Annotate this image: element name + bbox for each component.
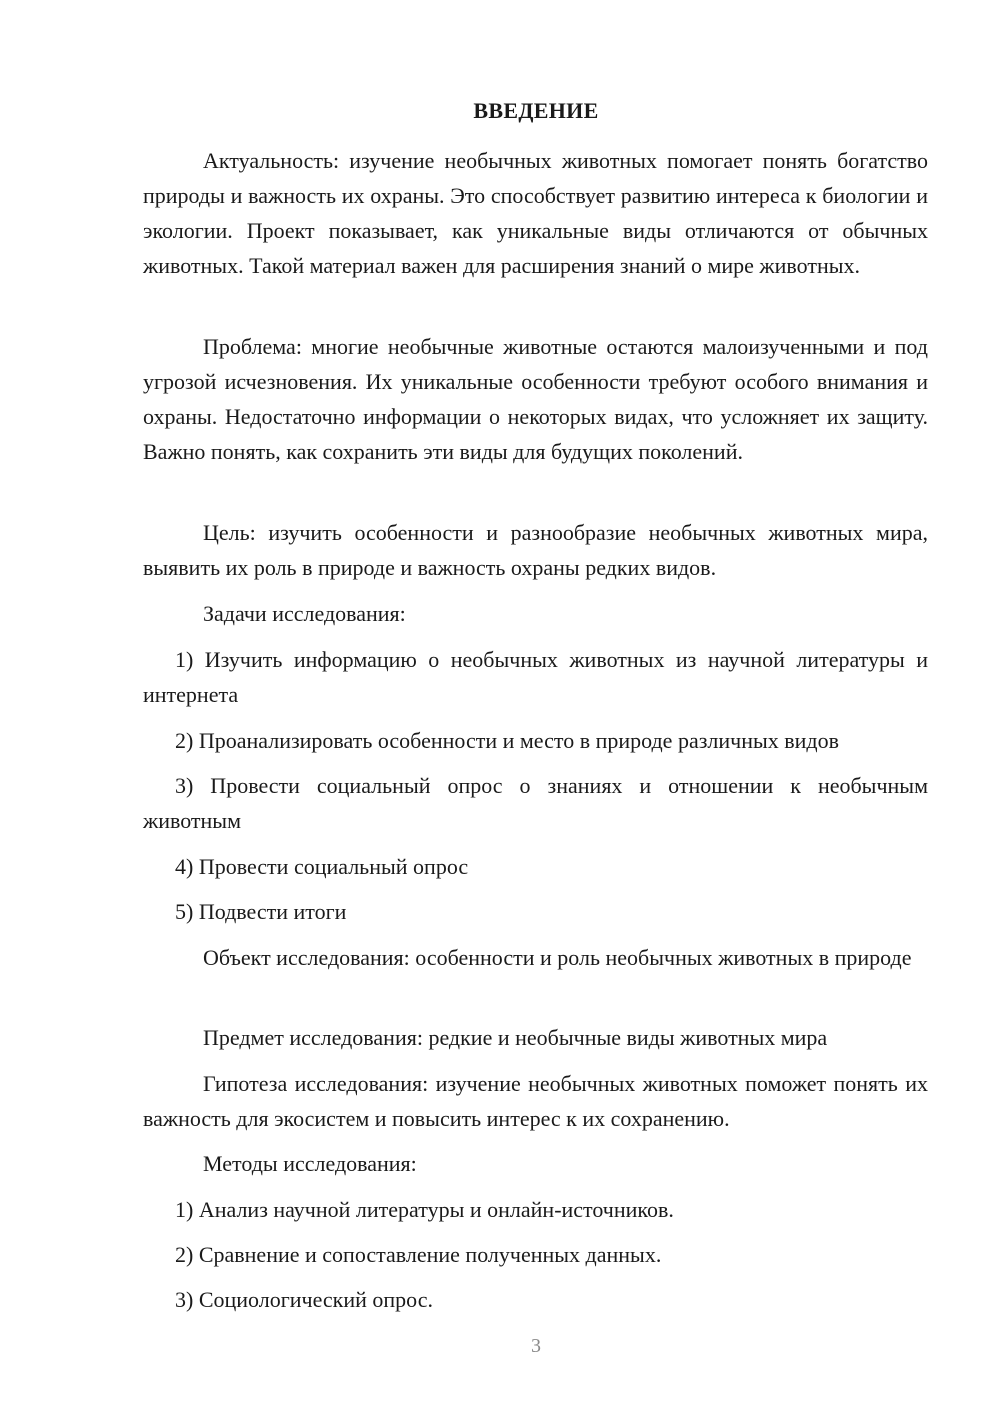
task-item: 2) Проанализировать особенности и место в природе различных видов <box>175 728 840 753</box>
task-item: 5) Подвести итоги <box>175 899 347 924</box>
subject-paragraph: Предмет исследования: редкие и необычные виды животных мира <box>203 1025 828 1050</box>
page-number: 3 <box>531 1335 541 1357</box>
method-item: 1) Анализ научной литературы и онлайн-источников. <box>175 1197 674 1222</box>
object-paragraph: Объект исследования: особенности и роль необычных животных в природе <box>203 945 912 970</box>
task-item: 4) Провести социальный опрос <box>175 854 469 879</box>
task-item: 3) Провести социальный опрос о знаниях и отношении к необычным животным <box>143 773 928 833</box>
methods-heading: Методы исследования: <box>203 1151 417 1176</box>
tasks-heading: Задачи исследования: <box>203 601 406 626</box>
page-title: ВВЕДЕНИЕ <box>473 98 599 123</box>
relevance-paragraph: Актуальность: изучение необычных животных помогает понять богатство природы и важность их охраны. Это способствует развитию интереса к биологии и экологии. Проект показывает, как уникальные виды отличаются от обычных животных. Такой материал важен для расширения знаний о мире животных. <box>143 148 928 278</box>
goal-paragraph: Цель: изучить особенности и разнообразие необычных животных мира, выявить их роль в природе и важность охраны редких видов. <box>143 520 928 580</box>
method-item: 3) Социологический опрос. <box>175 1287 433 1312</box>
method-item: 2) Сравнение и сопоставление полученных данных. <box>175 1242 662 1267</box>
problem-paragraph: Проблема: многие необычные животные остаются малоизученными и под угрозой исчезновения. Их уникальные особенности требуют особого внимания и охраны. Недостаточно информации о некоторых видах, что усложняет их защиту. Важно понять, как сохранить эти виды для будущих поколений. <box>143 334 928 464</box>
task-item: 1) Изучить информацию о необычных животных из научной литературы и интернета <box>143 647 928 707</box>
hypothesis-paragraph: Гипотеза исследования: изучение необычных животных поможет понять их важность для экосистем и повысить интерес к их сохранению. <box>143 1071 928 1131</box>
